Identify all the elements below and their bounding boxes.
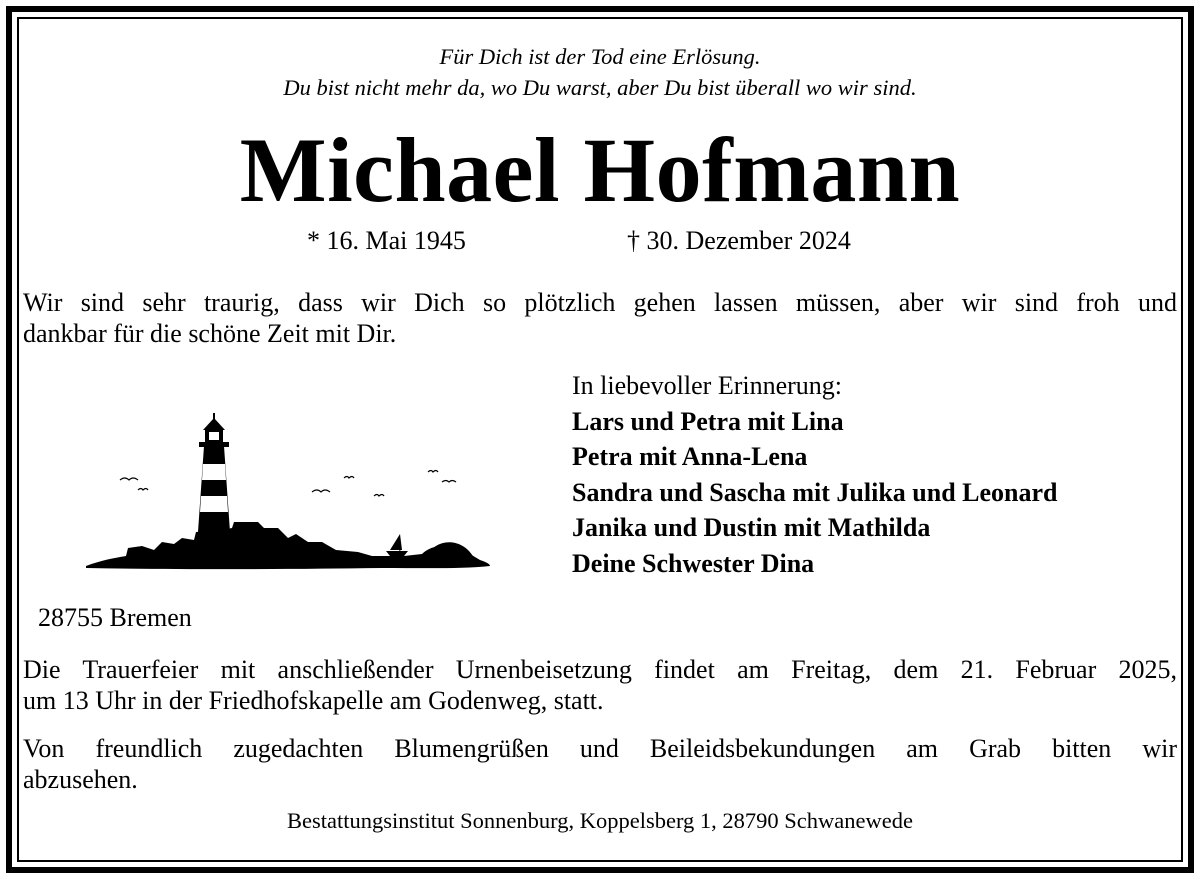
- deceased-name: Michael Hofmann: [239, 119, 961, 221]
- motto-line-1: Für Dich ist der Tod eine Erlösung.: [439, 44, 761, 69]
- location: 28755 Bremen: [38, 603, 192, 632]
- undertaker-line: Bestattungsinstitut Sonnenburg, Koppelsberg 1, 28790 Schwanewede: [287, 808, 913, 833]
- mourner-name: Deine Schwester Dina: [572, 548, 815, 578]
- death-date: † 30. Dezember 2024: [627, 226, 851, 255]
- request-line-2: abzusehen.: [23, 765, 138, 794]
- intro-text: [23, 287, 1177, 349]
- motto-line-2: Du bist nicht mehr da, wo Du warst, aber Du bist überall wo wir sind.: [283, 75, 917, 100]
- intro-line-1: Wir sind sehr traurig, dass wir Dich so plötzlich gehen lassen müssen, aber wir sind froh und: [23, 288, 1177, 317]
- mourner-name: Lars und Petra mit Lina: [572, 406, 844, 436]
- mourner-name: Sandra und Sascha mit Julika und Leonard: [572, 477, 1058, 507]
- ceremony-text: [23, 654, 1177, 716]
- birth-date: * 16. Mai 1945: [307, 226, 466, 255]
- mourners-block: [572, 368, 1058, 581]
- intro-line-2: dankbar für die schöne Zeit mit Dir.: [23, 319, 397, 348]
- mourners-heading: In liebevoller Erinnerung:: [572, 371, 843, 400]
- ceremony-line-1: Die Trauerfeier mit anschließender Urnenbeisetzung findet am Freitag, dem 21. Februar 2025,: [23, 655, 1177, 684]
- mourner-name: Janika und Dustin mit Mathilda: [572, 513, 931, 542]
- request-line-1: Von freundlich zugedachten Blumengrüßen und Beileidsbekundungen am Grab bitten wir: [23, 734, 1177, 763]
- lighthouse-coast-silhouette-icon: [82, 410, 494, 576]
- mourner-name: Petra mit Anna-Lena: [572, 442, 808, 471]
- ceremony-line-2: um 13 Uhr in der Friedhofskapelle am Godenweg, statt.: [23, 686, 604, 715]
- request-text: [23, 733, 1177, 795]
